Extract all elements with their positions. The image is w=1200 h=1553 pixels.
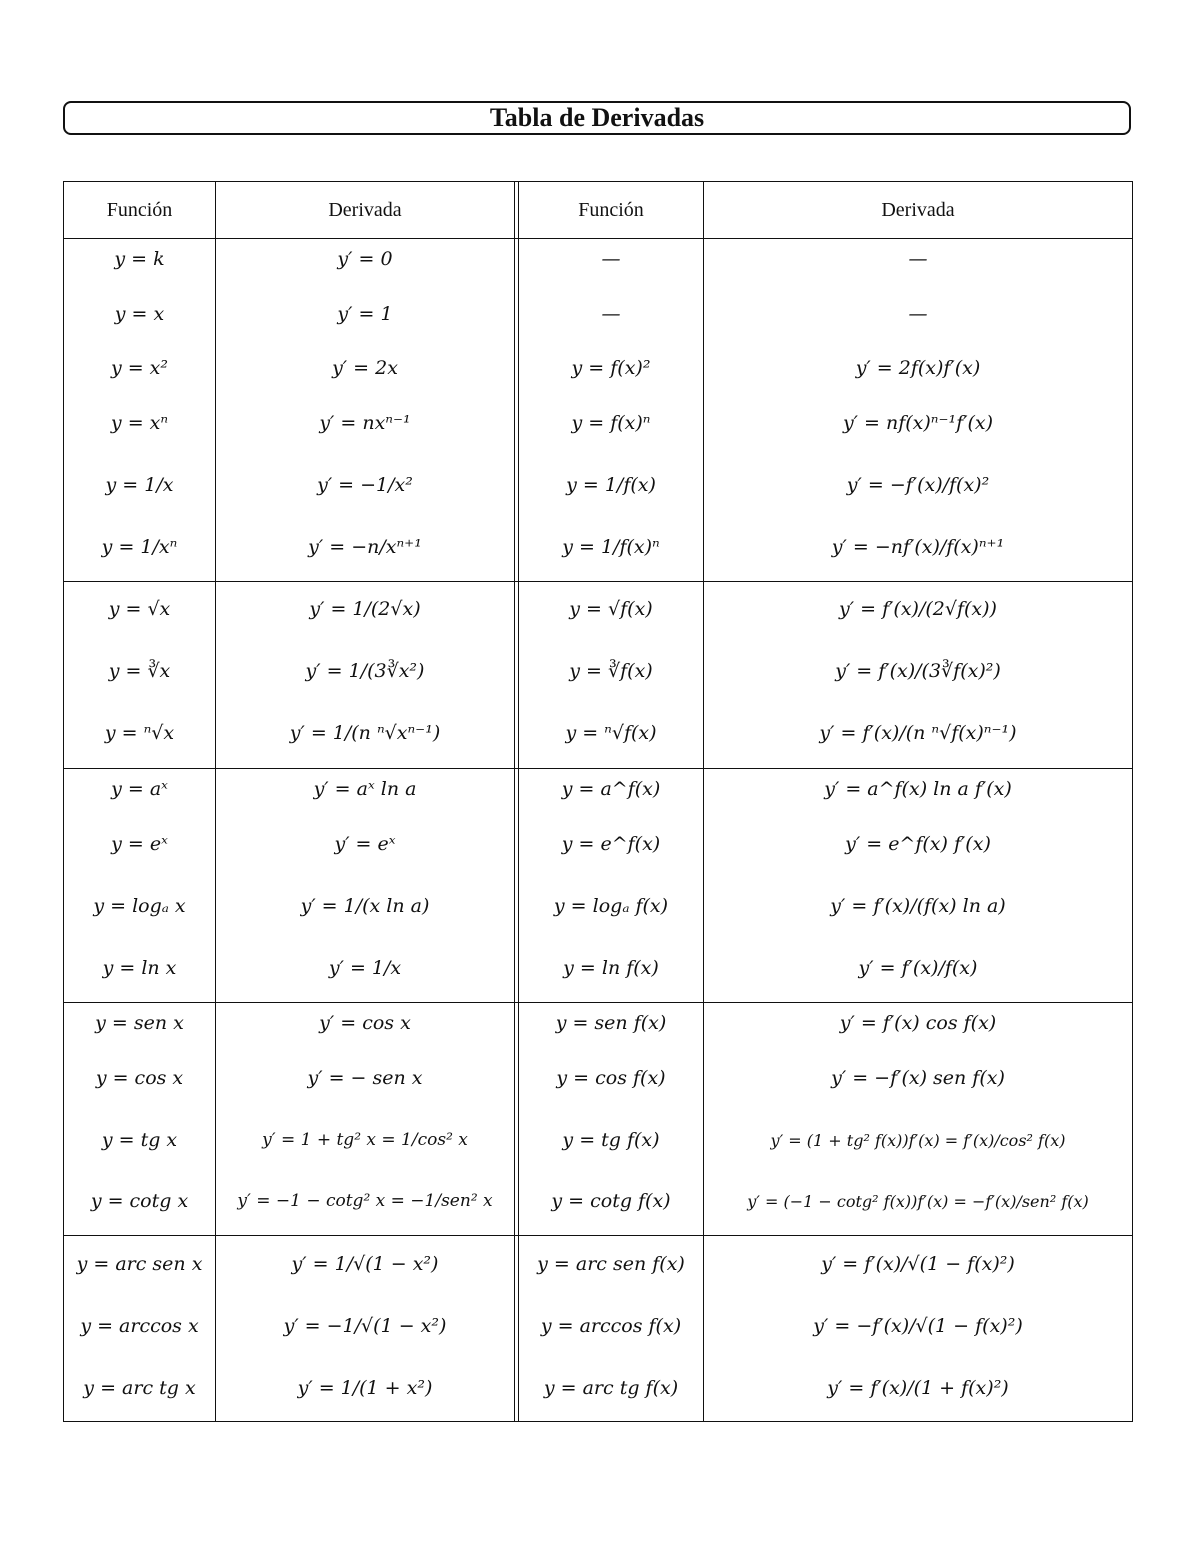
composite-function-cell: y = 1/f(x)ⁿ bbox=[562, 536, 660, 558]
composite-derivative-cell: y′ = f′(x)/(2√f(x)) bbox=[839, 598, 997, 620]
header-function-2: Función bbox=[578, 198, 644, 221]
composite-function-cell: y = sen f(x) bbox=[555, 1012, 667, 1034]
function-cell: y = ⁿ√x bbox=[104, 722, 175, 744]
derivative-cell: y′ = eˣ bbox=[334, 833, 396, 855]
composite-function-cell: y = logₐ f(x) bbox=[553, 895, 669, 917]
derivative-cell: y′ = aˣ ln a bbox=[313, 778, 417, 800]
composite-derivative-cell: y′ = f′(x)/f(x) bbox=[858, 957, 978, 979]
composite-function-cell: y = f(x)ⁿ bbox=[571, 412, 651, 434]
composite-derivative-cell: y′ = −f′(x)/√(1 − f(x)²) bbox=[813, 1315, 1023, 1337]
composite-derivative-cell: y′ = f′(x) cos f(x) bbox=[839, 1012, 997, 1034]
composite-derivative-cell: y′ = f′(x)/√(1 − f(x)²) bbox=[821, 1253, 1015, 1275]
composite-derivative-cell: y′ = e^f(x) f′(x) bbox=[845, 833, 991, 855]
derivative-cell: y′ = 1/√(1 − x²) bbox=[291, 1253, 439, 1275]
function-cell: y = k bbox=[114, 248, 165, 270]
function-cell: y = 1/xⁿ bbox=[101, 536, 178, 558]
function-cell: y = logₐ x bbox=[93, 895, 186, 917]
composite-function-cell: — bbox=[601, 303, 621, 325]
derivative-cell: y′ = 1/(3∛x²) bbox=[305, 660, 425, 682]
derivative-cell: y′ = −n/xⁿ⁺¹ bbox=[308, 536, 422, 558]
composite-function-cell: y = f(x)² bbox=[571, 357, 651, 379]
function-cell: y = √x bbox=[108, 598, 171, 620]
composite-derivative-cell: y′ = −nf′(x)/f(x)ⁿ⁺¹ bbox=[831, 536, 1005, 558]
header-function-1: Función bbox=[106, 198, 173, 221]
header-derivative-1: Derivada bbox=[328, 198, 402, 221]
page-title: Tabla de Derivadas bbox=[489, 103, 705, 132]
composite-derivative-cell: y′ = f′(x)/(3∛f(x)²) bbox=[835, 660, 1001, 682]
composite-function-cell: y = cotg f(x) bbox=[551, 1190, 671, 1212]
composite-derivative-cell: y′ = (−1 − cotg² f(x))f′(x) = −f′(x)/sen² f(x) bbox=[747, 1191, 1089, 1211]
derivative-cell: y′ = 2x bbox=[332, 357, 398, 379]
composite-function-cell: y = tg f(x) bbox=[562, 1129, 660, 1151]
derivative-cell: y′ = 0 bbox=[337, 248, 393, 270]
composite-derivative-cell: y′ = −f′(x)/f(x)² bbox=[846, 474, 990, 496]
composite-function-cell: y = arc sen f(x) bbox=[537, 1253, 685, 1275]
function-cell: y = tg x bbox=[101, 1129, 178, 1151]
derivative-cell: y′ = −1 − cotg² x = −1/sen² x bbox=[237, 1191, 493, 1211]
derivative-cell: y′ = −1/x² bbox=[317, 474, 413, 496]
derivative-cell: y′ = nxⁿ⁻¹ bbox=[319, 412, 411, 434]
title-box bbox=[63, 101, 1131, 135]
composite-function-cell: — bbox=[601, 248, 621, 270]
derivative-cell: y′ = 1/x bbox=[328, 957, 402, 979]
derivative-cell: y′ = 1/(x ln a) bbox=[300, 895, 430, 917]
composite-derivative-cell: y′ = f′(x)/(1 + f(x)²) bbox=[827, 1377, 1009, 1399]
function-cell: y = cotg x bbox=[90, 1190, 189, 1212]
function-cell: y = cos x bbox=[95, 1067, 184, 1089]
composite-derivative-cell: y′ = (1 + tg² f(x))f′(x) = f′(x)/cos² f(x) bbox=[770, 1130, 1066, 1150]
derivative-cell: y′ = − sen x bbox=[307, 1067, 423, 1089]
composite-function-cell: y = a^f(x) bbox=[561, 778, 661, 800]
derivative-cell: y′ = 1/(n ⁿ√xⁿ⁻¹) bbox=[289, 722, 441, 744]
function-cell: y = sen x bbox=[95, 1012, 184, 1034]
composite-function-cell: y = cos f(x) bbox=[556, 1067, 666, 1089]
composite-derivative-cell: y′ = f′(x)/(f(x) ln a) bbox=[830, 895, 1006, 917]
function-cell: y = arc tg x bbox=[83, 1377, 196, 1399]
derivative-cell: y′ = cos x bbox=[319, 1012, 411, 1034]
composite-derivative-cell: y′ = nf(x)ⁿ⁻¹f′(x) bbox=[842, 412, 994, 434]
function-cell: y = arccos x bbox=[80, 1315, 199, 1337]
composite-function-cell: y = arc tg f(x) bbox=[543, 1377, 679, 1399]
derivative-cell: y′ = −1/√(1 − x²) bbox=[283, 1315, 447, 1337]
composite-function-cell: y = e^f(x) bbox=[561, 833, 661, 855]
function-cell: y = eˣ bbox=[111, 833, 168, 855]
function-cell: y = x bbox=[114, 303, 165, 325]
function-cell: y = 1/x bbox=[105, 474, 174, 496]
header-derivative-2: Derivada bbox=[881, 198, 955, 221]
composite-function-cell: y = ∛f(x) bbox=[569, 660, 653, 682]
function-cell: y = ln x bbox=[102, 957, 177, 979]
composite-derivative-cell: y′ = a^f(x) ln a f′(x) bbox=[824, 778, 1012, 800]
derivatives-table bbox=[63, 181, 1133, 1422]
composite-derivative-cell: — bbox=[908, 303, 928, 325]
composite-derivative-cell: — bbox=[908, 248, 928, 270]
function-cell: y = x² bbox=[110, 357, 169, 379]
derivative-cell: y′ = 1/(2√x) bbox=[309, 598, 421, 620]
function-cell: y = ∛x bbox=[108, 660, 171, 682]
composite-function-cell: y = √f(x) bbox=[569, 598, 653, 620]
composite-derivative-cell: y′ = f′(x)/(n ⁿ√f(x)ⁿ⁻¹) bbox=[819, 722, 1017, 744]
function-cell: y = arc sen x bbox=[76, 1253, 203, 1275]
composite-function-cell: y = 1/f(x) bbox=[566, 474, 656, 496]
derivative-cell: y′ = 1/(1 + x²) bbox=[297, 1377, 433, 1399]
composite-function-cell: y = arccos f(x) bbox=[540, 1315, 682, 1337]
composite-derivative-cell: y′ = −f′(x) sen f(x) bbox=[831, 1067, 1005, 1089]
derivative-cell: y′ = 1 bbox=[337, 303, 393, 325]
composite-function-cell: y = ⁿ√f(x) bbox=[565, 722, 657, 744]
function-cell: y = xⁿ bbox=[110, 412, 169, 434]
composite-derivative-cell: y′ = 2f(x)f′(x) bbox=[855, 357, 981, 379]
function-cell: y = aˣ bbox=[111, 778, 168, 800]
composite-function-cell: y = ln f(x) bbox=[563, 957, 659, 979]
derivative-cell: y′ = 1 + tg² x = 1/cos² x bbox=[262, 1130, 468, 1150]
